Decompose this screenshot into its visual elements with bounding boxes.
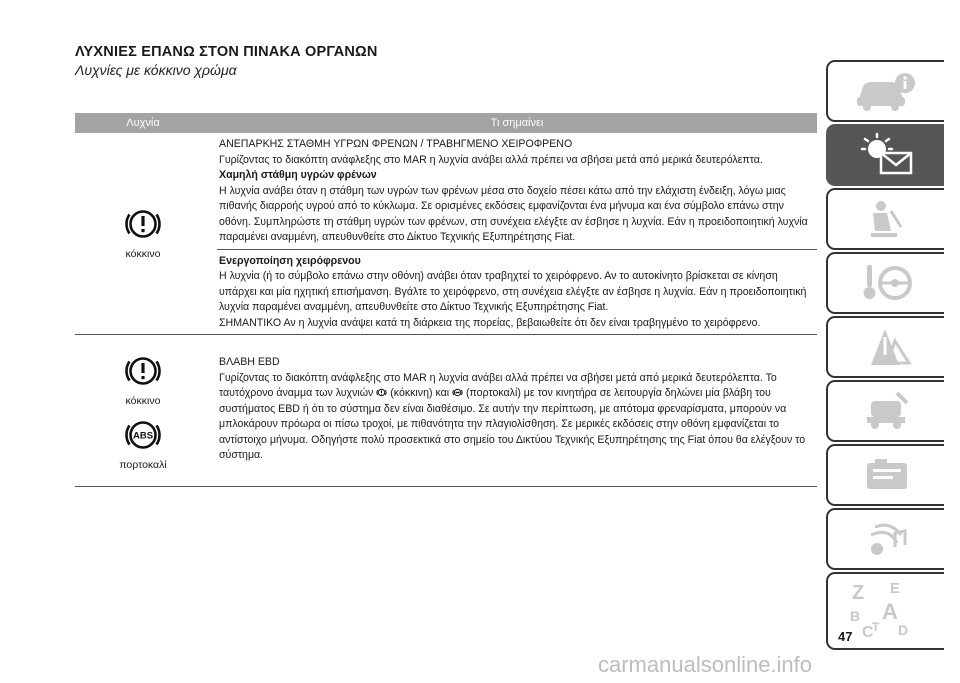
car-info-icon bbox=[851, 69, 921, 113]
index-letter: C bbox=[862, 624, 874, 641]
table-row bbox=[75, 335, 817, 487]
page-title: ΛΥΧΝΙΕΣ ΕΠΑΝΩ ΣΤΟΝ ΠΙΝΑΚΑ ΟΡΓΑΝΩΝ bbox=[75, 44, 378, 60]
brake-fluid-block bbox=[217, 133, 817, 249]
steering-key-icon bbox=[851, 261, 921, 305]
text-part: (κόκκινη) και bbox=[390, 387, 450, 399]
inline-brake-icon bbox=[376, 387, 387, 398]
block-text: Η λυχνία ανάβει όταν η στάθμη των υγρών των φρένων μέσα στο δοχείο πέσει κάτω από την ελάχιστη ένδειξη, λόγω μιας πιθανής διαρροής υγρού από το κύκλωμα. Σε ορισμένες εκδόσεις εμφανίζονται ένα μήνυμα και ένα σύμβολο επάνω στην οθόνη. Συμπληρώστε τη στάθμη υγρών των φρένων, στη συνέχεια ελέγξτε αν έσβησε η λυχνία. Εάν η προειδοποιητική λυχνία παραμένει αναμμένη, απευθυνθείτε στο Δίκτυο Τεχνικής Εξυπηρέτησης Fiat. bbox=[219, 184, 808, 243]
icon-color-label: κόκκινο bbox=[125, 247, 161, 260]
page-number: 47 bbox=[838, 629, 853, 644]
warning-lights-table bbox=[75, 113, 817, 487]
block-text: Γυρίζοντας το διακόπτη ανάφλεξης στο MAR η λυχνία ανάβει αλλά πρέπει να σβήσει μετά από μερικά δευτερόλεπτα. bbox=[219, 153, 763, 166]
lamp-cell bbox=[75, 335, 211, 486]
specs-icon bbox=[851, 453, 921, 497]
seat-airbag-icon bbox=[851, 197, 921, 241]
text-part: (πορτοκαλί) με τον κινητήρα σε λειτουργία δηλώνει μία βλάβη του συστήματος EBD ή ότι το σύστημα δεν είναι διαθέσιμο. Σε αυτήν την περίπτωση, με απότομα φρεναρίσματα, μπορούν να μπλοκάρουν πρόωρα οι πίσω τροχοί, με πιθανότητα την πλαγιολίσθηση. Σε μερικές εκδόσεις στην οθόνη εμφανίζεται το αντίστοιχο μήνυμα. Οδηγήστε πολύ προσεκτικά στο σημείο του Δικτύου Τεχνικής Εξυπηρέτησης της Fiat όπου θα ελέγξουν το σύστημα. bbox=[219, 387, 806, 461]
table-header bbox=[75, 113, 817, 133]
meaning-cell bbox=[217, 133, 817, 334]
icon-color-label: πορτοκαλί bbox=[119, 459, 167, 472]
block-heading: ΑΝΕΠΑΡΚΗΣ ΣΤΑΘΜΗ ΥΓΡΩΝ ΦΡΕΝΩΝ / ΤΡΑΒΗΓΜΕΝΟ ΧΕΙΡΟΦΡΕΝΟ bbox=[219, 138, 573, 150]
block-subheading: Χαμηλή στάθμη υγρών φρένων bbox=[219, 169, 377, 181]
handbrake-block bbox=[217, 249, 817, 335]
chapter-tab[interactable] bbox=[826, 316, 944, 378]
chapter-tab-active[interactable] bbox=[826, 124, 944, 186]
index-letter: D bbox=[898, 622, 909, 638]
warning-light-message-icon bbox=[851, 131, 921, 179]
chapter-tab[interactable] bbox=[826, 188, 944, 250]
icon-color-label: κόκκινο bbox=[125, 395, 161, 408]
chapter-tab[interactable] bbox=[826, 508, 944, 570]
text-part: Γυρίζοντας το διακόπτη ανάφλεξης στο MAR η λυχνία ανάβει αλλά πρέπει να σβήσει μετά από μερικά δευτερόλεπτα. Το ταυτόχρονο άναμμα των λυχνιών bbox=[219, 371, 777, 399]
chapter-tab[interactable] bbox=[826, 444, 944, 506]
index-letter: T bbox=[872, 620, 880, 634]
chapter-tab[interactable] bbox=[826, 380, 944, 442]
column-header-meaning: Τι σημαίνει bbox=[490, 117, 544, 129]
brake-warning-icon bbox=[121, 202, 165, 246]
block-text: Η λυχνία (ή το σύμβολο επάνω στην οθόνη) ανάβει όταν τραβηχτεί το χειρόφρενο. Αν το αυτοκίνητο βρίσκεται σε κίνηση υπάρχει και μία ηχητική επισήμανση. Βγάλτε το χειρόφρενο, στη συνέχεια ελέγξτε αν έσβησε η λυχνία. Εάν η προειδοποιητική λυχνία παραμένει αναμμένη, απευθυνθείτε στο Δίκτυο Τεχνικής Εξυπηρέτησης Fiat. bbox=[219, 270, 807, 313]
inline-abs-icon bbox=[452, 387, 463, 398]
index-letter: Z bbox=[852, 582, 865, 604]
block-text: ΣΗΜΑΝΤΙΚΟ Αν η λυχνία ανάψει κατά τη διάρκεια της πορείας, βεβαιωθείτε ότι δεν είναι τραβηγμένο το χειρόφρενο. bbox=[219, 316, 761, 329]
media-icon bbox=[851, 517, 921, 561]
index-letter: E bbox=[890, 580, 901, 597]
block-heading: ΒΛΑΒΗ EBD bbox=[219, 356, 280, 368]
index-letter: A bbox=[882, 599, 898, 624]
chapter-tab[interactable] bbox=[826, 252, 944, 314]
service-icon bbox=[851, 389, 921, 433]
meaning-cell bbox=[217, 335, 817, 486]
chapter-tab[interactable] bbox=[826, 60, 944, 122]
index-letter: B bbox=[850, 608, 861, 624]
watermark: carmanualsonline.info bbox=[598, 652, 813, 677]
page-subtitle: Λυχνίες με κόκκινο χρώμα bbox=[75, 62, 237, 78]
lamp-cell bbox=[75, 133, 211, 334]
column-header-lamp: Λυχνία bbox=[126, 117, 160, 129]
ebd-fault-block bbox=[217, 335, 817, 486]
chapter-sidebar bbox=[826, 60, 944, 652]
brake-warning-icon bbox=[121, 349, 165, 393]
block-text bbox=[219, 371, 817, 464]
index-icon bbox=[846, 579, 926, 643]
block-subheading: Ενεργοποίηση χειρόφρενου bbox=[219, 254, 361, 267]
abs-warning-icon bbox=[121, 413, 165, 457]
abs-text: ABS bbox=[132, 430, 154, 442]
table-row bbox=[75, 133, 817, 335]
road-warning-icon bbox=[851, 325, 921, 369]
